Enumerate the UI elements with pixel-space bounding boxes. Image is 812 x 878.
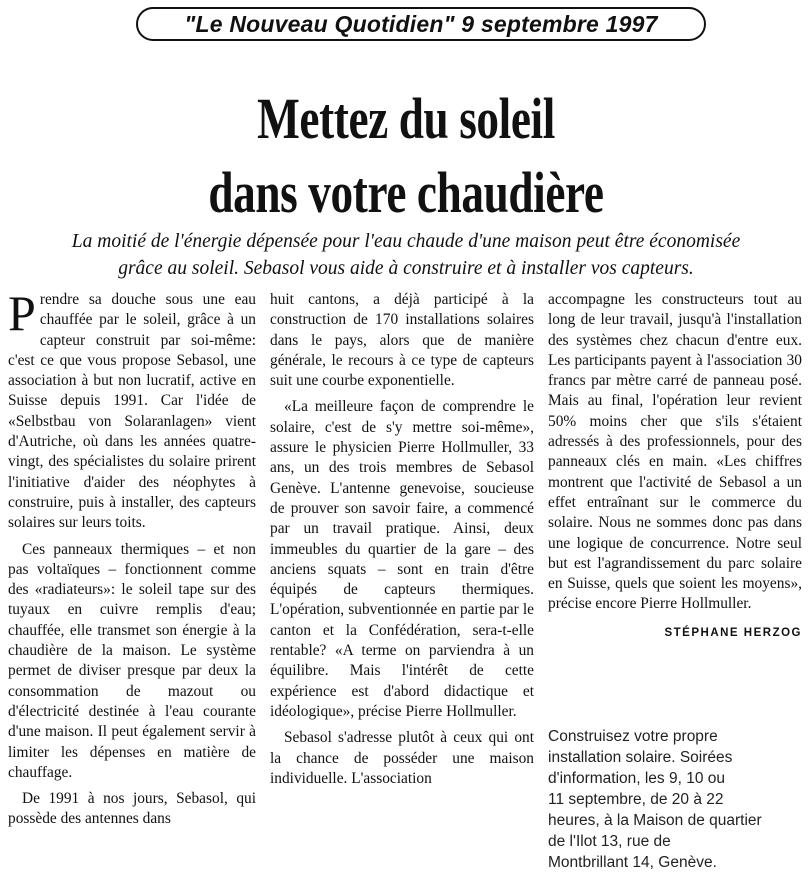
info-line: heures, à la Maison de quartier bbox=[548, 812, 762, 829]
info-line: d'information, les 9, 10 ou bbox=[548, 770, 726, 787]
info-line: Montbrillant 14, Genève. bbox=[548, 854, 717, 871]
headline bbox=[136, 82, 676, 230]
info-line: Construisez votre propre bbox=[548, 728, 718, 745]
paragraph: accompagne les constructeurs tout au long de leur travail, jusqu'à l'installation des systèmes chez chacun d'entre eux. Les participants payent à l'association 30 francs par mètre carré de panneau posé. Mais au final, l'opération leur revient 50% moins cher que s'ils s'étaient adressés à des professionnels, pour des panneaux clés en main. «Les chiffres montrent que l'activité de Sebasol a un effet entraînant sur le commerce du solaire. Nous ne sommes donc pas dans une logique de concurrence. Notre seul but est l'agrandissement du parc solaire en Suisse, quels que soient les moyens», précise encore Pierre Hollmuller. bbox=[548, 291, 802, 613]
info-line: de l'Ilot 13, rue de bbox=[548, 833, 671, 850]
source-banner bbox=[136, 7, 706, 41]
paragraph: Sebasol s'adresse plutôt à ceux qui ont la chance de posséder une maison individuelle. L'association bbox=[270, 729, 534, 787]
info-line: 11 septembre, de 20 à 22 bbox=[548, 791, 724, 808]
subhead-line-2: grâce au soleil. Sebasol vous aide à construire et à installer vos capteurs. bbox=[118, 258, 694, 279]
info-line: installation solaire. Soirées bbox=[548, 749, 733, 766]
paragraph: De 1991 à nos jours, Sebasol, qui possède des antennes dans bbox=[8, 790, 256, 828]
article-column-3 bbox=[548, 290, 802, 643]
headline-line-2: dans votre chaudière bbox=[208, 160, 604, 225]
subhead-line-1: La moitié de l'énergie dépensée pour l'eau chaude d'une maison peut être économisée bbox=[71, 231, 741, 252]
article-column-2 bbox=[270, 290, 534, 795]
paragraph: huit cantons, a déjà participé à la construction de 170 installations solaires dans le pays, alors que de manière générale, le recours à ce type de capteurs suit une courbe exponentielle. bbox=[270, 291, 534, 390]
paragraph: Prendre sa douche sous une eau chauffée par le soleil, grâce à un capteur construit par soi-même: c'est ce que vous propose Sebasol, une association à but non lucratif, active en Suisse depuis 1991. Car l'idée de «Selbstbau von Solaranlagen» vient d'Autriche, où dans les années quatre-vingt, des spécialistes du solaire prirent l'initiative d'aider des néophytes à construire, puis à installer, des capteurs solaires sur leurs toits. bbox=[8, 285, 256, 532]
headline-line-1: Mettez du soleil bbox=[257, 86, 555, 151]
byline: STÉPHANE HERZOG bbox=[664, 626, 802, 639]
paragraph: «La meilleure façon de comprendre le solaire, c'est de s'y mettre soi-même», assure le physicien Pierre Hollmuller, 33 ans, un des trois membres de Sebasol Genève. L'antenne genevoise, soucieuse de prouver son savoir faire, a commencé par un travail pratique. Ainsi, deux immeubles du quartier de la gare – des anciens squats – sont en train d'être équipés de capteurs thermiques. L'opération, subventionnée en partie par le canton et la Confédération, sera-t-elle rentable? «A terme on parviendra à un équilibre. Mais l'intérêt de cette expérience est d'abord didactique et idéologique», précise Pierre Hollmuller. bbox=[270, 398, 534, 720]
paragraph: Ces panneaux thermiques – et non pas voltaïques – fonctionnent comme des «radiateurs»: le soleil tape sur des tuyaux en cuivre remplis d'eau; chauffée, elle transmet son énergie à la chaudière de la maison. Le système permet de diviser presque par deux la consommation de mazout ou d'électricité destinée à l'eau courante d'une maison. Il peut également servir à limiter les dépenses en matière de chauffage. bbox=[8, 540, 256, 781]
subhead bbox=[22, 228, 790, 282]
article-column-1 bbox=[8, 285, 256, 836]
info-box bbox=[548, 726, 798, 873]
drop-cap: P bbox=[8, 285, 36, 341]
source-label: "Le Nouveau Quotidien" 9 septembre 1997 bbox=[184, 10, 658, 37]
